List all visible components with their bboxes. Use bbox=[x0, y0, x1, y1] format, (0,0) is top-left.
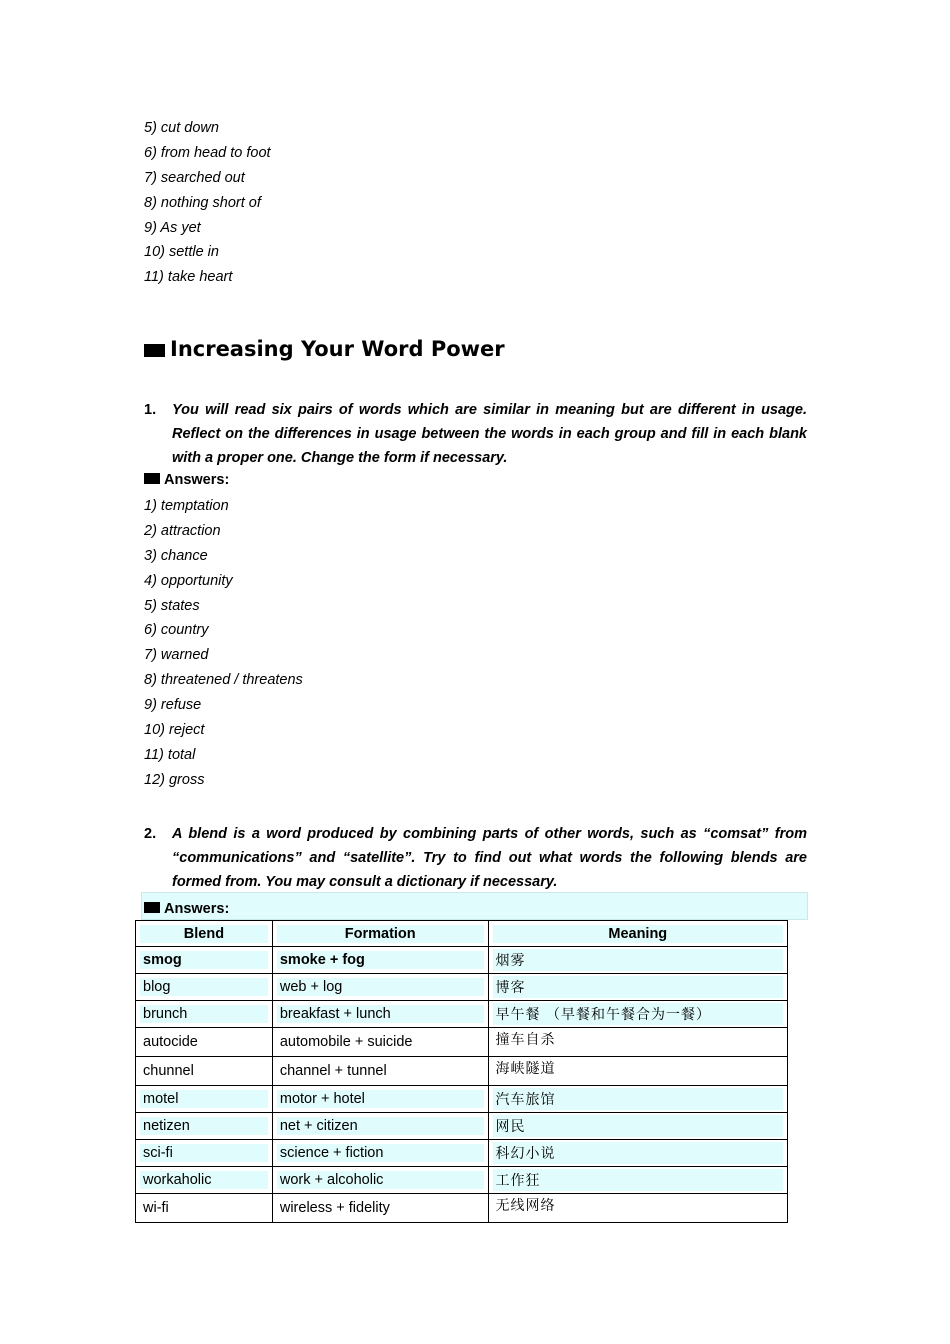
blend-cell: netizen bbox=[136, 1113, 273, 1140]
section-title: Increasing Your Word Power bbox=[170, 337, 505, 361]
formation-cell: breakfast + lunch bbox=[272, 1001, 488, 1028]
table-row bbox=[136, 1167, 788, 1194]
list-item: 8) threatened / threatens bbox=[144, 672, 303, 689]
formation-cell: automobile + suicide bbox=[272, 1028, 488, 1057]
square-bullet-icon bbox=[144, 902, 160, 913]
meaning-cell: 网民 bbox=[488, 1113, 787, 1140]
meaning-cell: 博客 bbox=[488, 974, 787, 1001]
formation-cell: channel + tunnel bbox=[272, 1057, 488, 1086]
table-row bbox=[136, 1001, 788, 1028]
formation-cell: smoke + fog bbox=[272, 947, 488, 974]
blend-cell: motel bbox=[136, 1086, 273, 1113]
table-row bbox=[136, 1028, 788, 1057]
question-text: You will read six pairs of words which are similar in meaning but are different in usage. Reflect on the differences in usage between the words in each group and fill in each blank with a proper one. Change the form if necessary. bbox=[172, 402, 807, 466]
list-item: 12) gross bbox=[144, 771, 205, 788]
square-bullet-icon bbox=[144, 344, 165, 357]
meaning-cell: 无线网络 bbox=[488, 1194, 787, 1223]
section-heading bbox=[144, 337, 505, 361]
meaning-cell: 科幻小说 bbox=[488, 1140, 787, 1167]
top-answer-list bbox=[144, 116, 271, 290]
list-item: 11) total bbox=[144, 746, 196, 763]
list-item: 5) states bbox=[144, 597, 200, 614]
table-row bbox=[136, 1113, 788, 1140]
list-item: 9) refuse bbox=[144, 697, 202, 714]
blend-cell: wi-fi bbox=[136, 1194, 273, 1223]
blend-cell: workaholic bbox=[136, 1167, 273, 1194]
list-item: 7) searched out bbox=[144, 169, 245, 186]
blend-cell: sci-fi bbox=[136, 1140, 273, 1167]
list-item: 10) settle in bbox=[144, 244, 219, 261]
meaning-cell: 烟雾 bbox=[488, 947, 787, 974]
table-header-row bbox=[136, 921, 788, 947]
formation-cell: web + log bbox=[272, 974, 488, 1001]
formation-cell: work + alcoholic bbox=[272, 1167, 488, 1194]
list-item: 5) cut down bbox=[144, 120, 219, 136]
blend-cell: blog bbox=[136, 974, 273, 1001]
question-number: 1. bbox=[144, 402, 157, 418]
list-item: 6) from head to foot bbox=[144, 144, 271, 161]
square-bullet-icon bbox=[144, 473, 160, 484]
answers-label: Answers: bbox=[144, 901, 229, 917]
answers-shading bbox=[141, 892, 808, 920]
list-item: 2) attraction bbox=[144, 522, 221, 539]
formation-cell: science + fiction bbox=[272, 1140, 488, 1167]
blend-table bbox=[135, 920, 788, 1223]
list-item: 3) chance bbox=[144, 547, 208, 564]
meaning-cell: 撞车自杀 bbox=[488, 1028, 787, 1057]
list-item: 6) country bbox=[144, 622, 209, 639]
table-row bbox=[136, 1194, 788, 1223]
list-item: 7) warned bbox=[144, 647, 209, 664]
column-header: Formation bbox=[272, 921, 488, 947]
blend-cell: autocide bbox=[136, 1028, 273, 1057]
formation-cell: net + citizen bbox=[272, 1113, 488, 1140]
question-1-answer-list bbox=[144, 494, 303, 793]
meaning-cell: 工作狂 bbox=[488, 1167, 787, 1194]
answers-label: Answers: bbox=[144, 472, 229, 488]
blend-cell: brunch bbox=[136, 1001, 273, 1028]
question-number: 2. bbox=[144, 826, 157, 842]
question-1 bbox=[144, 398, 807, 470]
blend-cell: smog bbox=[136, 947, 273, 974]
list-item: 10) reject bbox=[144, 722, 205, 739]
blend-cell: chunnel bbox=[136, 1057, 273, 1086]
table-row bbox=[136, 947, 788, 974]
list-item: 8) nothing short of bbox=[144, 194, 261, 211]
meaning-cell: 早午餐 （早餐和午餐合为一餐） bbox=[488, 1001, 787, 1028]
table-row bbox=[136, 1086, 788, 1113]
list-item: 1) temptation bbox=[144, 498, 229, 514]
formation-cell: wireless + fidelity bbox=[272, 1194, 488, 1223]
column-header: Blend bbox=[136, 921, 273, 947]
list-item: 9) As yet bbox=[144, 219, 201, 236]
question-2 bbox=[144, 822, 807, 894]
formation-cell: motor + hotel bbox=[272, 1086, 488, 1113]
list-item: 11) take heart bbox=[144, 269, 233, 286]
table-row bbox=[136, 1140, 788, 1167]
table-row bbox=[136, 1057, 788, 1086]
meaning-cell: 汽车旅馆 bbox=[488, 1086, 787, 1113]
table-row bbox=[136, 974, 788, 1001]
list-item: 4) opportunity bbox=[144, 572, 233, 589]
meaning-cell: 海峡隧道 bbox=[488, 1057, 787, 1086]
question-text: A blend is a word produced by combining parts of other words, such as “comsat” from “communications” and “satellite”. Try to find out what words the following blends are formed from. You may consult a dictionary if necessary. bbox=[172, 826, 807, 890]
column-header: Meaning bbox=[488, 921, 787, 947]
